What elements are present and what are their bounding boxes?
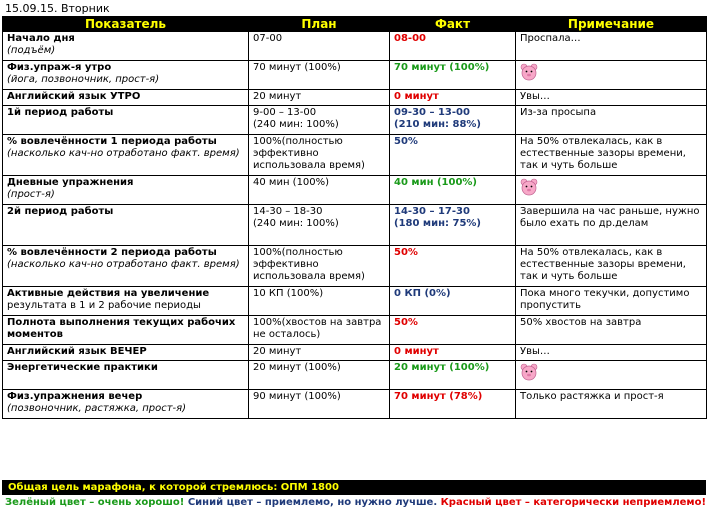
indicator-cell — [3, 246, 249, 287]
plan-cell: 100%(полностью эффективно использовала время) — [249, 135, 390, 176]
fact-cell: 0 минут — [390, 90, 516, 106]
note-cell: Увы… — [516, 345, 707, 361]
marathon-report-table — [2, 16, 707, 419]
indicator-label: Энергетические практики — [7, 362, 158, 373]
indicator-cell — [3, 106, 249, 135]
marathon-goal-bar: Общая цель марафона, к которой стремлюсь: ОПМ 1800 — [2, 480, 706, 495]
fact-cell: 70 минут (100%) — [390, 61, 516, 90]
indicator-label: Физ.упраж-я утро — [7, 62, 112, 73]
fact-cell: 50% — [390, 135, 516, 176]
note-cell: На 50% отвлекалась, как в естественные зазоры времени, так и чуть больше — [516, 135, 707, 176]
indicator-cell — [3, 205, 249, 246]
table-row — [3, 246, 707, 287]
column-header-fact: Факт — [390, 17, 516, 32]
table-header-row — [3, 17, 707, 32]
plan-cell: 90 минут (100%) — [249, 390, 390, 419]
indicator-cell — [3, 316, 249, 345]
indicator-cell — [3, 90, 249, 106]
fact-cell: 0 минут — [390, 345, 516, 361]
table-row — [3, 106, 707, 135]
table-row — [3, 316, 707, 345]
indicator-cell — [3, 287, 249, 316]
fact-cell: 20 минут (100%) — [390, 361, 516, 390]
indicator-subtitle: (прост-я) — [7, 189, 55, 200]
indicator-label: Английский язык ВЕЧЕР — [7, 346, 147, 357]
indicator-cell — [3, 361, 249, 390]
column-header-indicator: Показатель — [3, 17, 249, 32]
note-cell: Проспала… — [516, 32, 707, 61]
indicator-cell — [3, 32, 249, 61]
indicator-label: Полнота выполнения текущих рабочих моментов — [7, 317, 236, 340]
indicator-subtitle: (йога, позвоночник, прост-я) — [7, 74, 160, 85]
plan-cell: 20 минут — [249, 345, 390, 361]
note-cell — [516, 176, 707, 205]
legend-green: Зелёный цвет – очень хорошо! — [5, 497, 185, 508]
indicator-label: 2й период работы — [7, 206, 114, 217]
pig-smile-icon — [520, 178, 538, 196]
report-date: 15.09.15. Вторник — [5, 2, 110, 15]
indicator-label: Физ.упражнения вечер — [7, 391, 143, 402]
indicator-cell — [3, 61, 249, 90]
pig-smile-icon — [520, 63, 538, 81]
indicator-detail: результата в 1 и 2 рабочие периоды — [7, 300, 201, 311]
plan-cell: 40 мин (100%) — [249, 176, 390, 205]
indicator-subtitle: (насколько кач-но отработано факт. время) — [7, 259, 240, 270]
fact-cell: 09-30 – 13-00 (210 мин: 88%) — [390, 106, 516, 135]
note-cell: Пока много текучки, допустимо пропустить — [516, 287, 707, 316]
table-row — [3, 176, 707, 205]
table-row — [3, 135, 707, 176]
indicator-subtitle: (подъём) — [7, 45, 56, 56]
indicator-label: Дневные упражнения — [7, 177, 134, 188]
plan-cell: 9-00 – 13-00 (240 мин: 100%) — [249, 106, 390, 135]
plan-cell: 70 минут (100%) — [249, 61, 390, 90]
indicator-cell — [3, 176, 249, 205]
plan-cell: 14-30 – 18-30 (240 мин: 100%) — [249, 205, 390, 246]
indicator-cell — [3, 135, 249, 176]
legend-red: Красный цвет – категорически неприемлемо! — [437, 497, 707, 508]
note-cell: 50% хвостов на завтра — [516, 316, 707, 345]
indicator-cell — [3, 345, 249, 361]
note-cell: Из-за просыпа — [516, 106, 707, 135]
note-cell: Увы… — [516, 90, 707, 106]
indicator-label: Английский язык УТРО — [7, 91, 141, 102]
fact-cell: 40 мин (100%) — [390, 176, 516, 205]
fact-cell: 08-00 — [390, 32, 516, 61]
plan-cell: 20 минут — [249, 90, 390, 106]
note-cell: Завершила на час раньше, нужно было ехать по др.делам — [516, 205, 707, 246]
table-row — [3, 390, 707, 419]
indicator-cell — [3, 390, 249, 419]
indicator-label: Активные действия на увеличение — [7, 288, 210, 299]
column-header-note: Примечание — [516, 17, 707, 32]
color-legend — [5, 497, 706, 508]
note-cell — [516, 361, 707, 390]
fact-cell: 0 КП (0%) — [390, 287, 516, 316]
plan-cell: 20 минут (100%) — [249, 361, 390, 390]
table-row — [3, 205, 707, 246]
fact-cell: 50% — [390, 316, 516, 345]
indicator-subtitle: (позвоночник, растяжка, прост-я) — [7, 403, 187, 414]
table-row — [3, 287, 707, 316]
pig-smile-icon — [520, 363, 538, 381]
indicator-subtitle: (насколько кач-но отработано факт. время) — [7, 148, 240, 159]
indicator-label: Начало дня — [7, 33, 75, 44]
fact-cell: 14-30 – 17-30 (180 мин: 75%) — [390, 205, 516, 246]
indicator-label: 1й период работы — [7, 107, 114, 118]
table-row — [3, 61, 707, 90]
fact-cell: 70 минут (78%) — [390, 390, 516, 419]
note-cell — [516, 61, 707, 90]
note-cell: Только растяжка и прост-я — [516, 390, 707, 419]
column-header-plan: План — [249, 17, 390, 32]
plan-cell: 100%(полностью эффективно использовала время) — [249, 246, 390, 287]
indicator-label: % вовлечённости 2 периода работы — [7, 247, 217, 258]
fact-cell: 50% — [390, 246, 516, 287]
table-row — [3, 32, 707, 61]
legend-blue: Синий цвет – приемлемо, но нужно лучше. — [184, 497, 438, 508]
plan-cell: 10 КП (100%) — [249, 287, 390, 316]
indicator-label: % вовлечённости 1 периода работы — [7, 136, 217, 147]
table-row — [3, 90, 707, 106]
table-row — [3, 345, 707, 361]
plan-cell: 100%(хвостов на завтра не осталось) — [249, 316, 390, 345]
table-row — [3, 361, 707, 390]
plan-cell: 07-00 — [249, 32, 390, 61]
note-cell: На 50% отвлекалась, как в естественные зазоры времени, так и чуть больше — [516, 246, 707, 287]
